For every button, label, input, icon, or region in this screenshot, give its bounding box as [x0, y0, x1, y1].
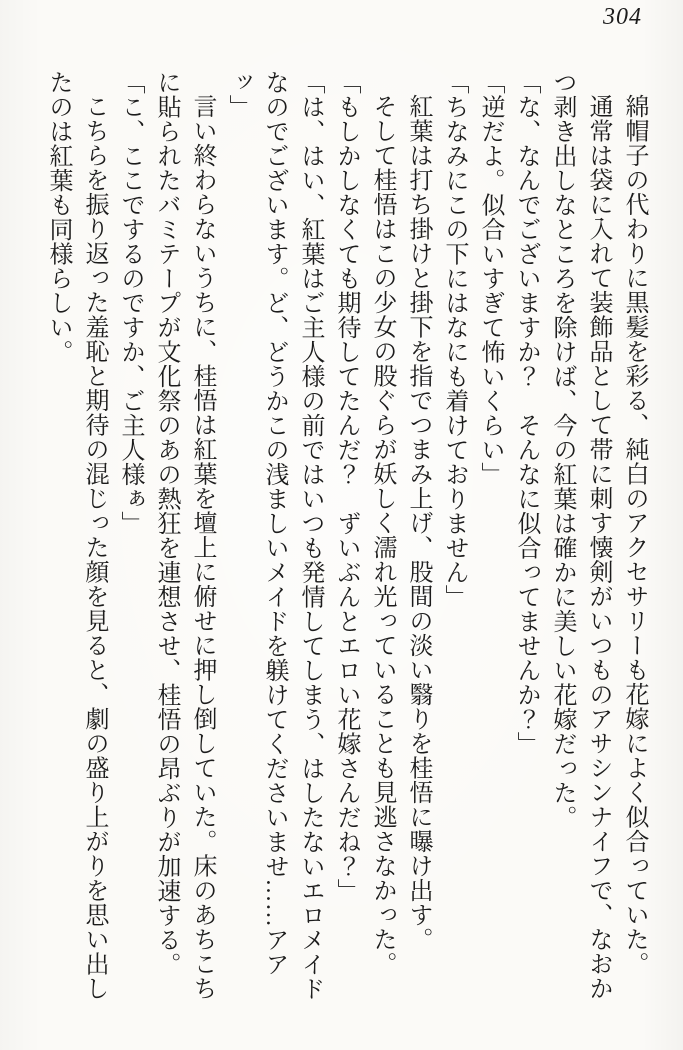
text-line: 「逆だよ。似合いすぎて怖いくらい」: [477, 70, 503, 487]
text-line: そして桂悟はこの少女の股ぐらが妖しく濡れ光っていることも見逃さなかった。: [369, 94, 395, 976]
text-line: こちらを振り返った羞恥と期待の混じった顔を見ると、劇の盛り上がりを思い出し: [81, 94, 107, 1001]
text-line: 「ちなみにこの下にはなにも着けておりません」: [441, 70, 467, 609]
text-line: ッ」: [225, 70, 251, 119]
text-line: 言い終わらないうちに、桂悟は紅葉を壇上に俯せに押し倒していた。床のあちこち: [189, 94, 215, 1001]
text-line: 綿帽子の代わりに黒髪を彩る、純白のアクセサリーも花嫁によく似合っていた。: [621, 94, 647, 976]
text-line: 「こ、ここでするのですか、ご主人様ぁ」: [117, 70, 143, 536]
text-line: に貼られたバミテープが文化祭のあの熱狂を連想させ、桂悟の昂ぶりが加速する。: [153, 70, 179, 977]
text-line: 「な、なんでございますか？ そんなに似合ってませんか？」: [513, 70, 539, 756]
vertical-text-block: [40, 70, 652, 1016]
text-line: 「もしかしなくても期待してたんだ？ ずいぶんとエロい花嫁さんだね？」: [333, 70, 359, 903]
page-number: 304: [603, 4, 642, 30]
text-line: たのは紅葉も同様らしい。: [45, 70, 71, 364]
text-line: 紅葉は打ち掛けと掛下を指でつまみ上げ、股間の淡い翳りを桂悟に曝け出す。: [405, 94, 431, 952]
text-line: 「は、はい、紅葉はご主人様の前ではいつも発情してしまう、はしたないエロメイド: [297, 70, 323, 1001]
text-line: なのでございます。ど、どうかこの浅ましいメイドを躾けてくださいませ……アア: [261, 70, 287, 977]
text-line: 通常は袋に入れて装飾品として帯に刺す懐剣がいつものアサシンナイフで、なおか: [585, 94, 611, 1001]
text-line: つ剥き出しなところを除けば、今の紅葉は確かに美しい花嫁だった。: [549, 70, 575, 830]
